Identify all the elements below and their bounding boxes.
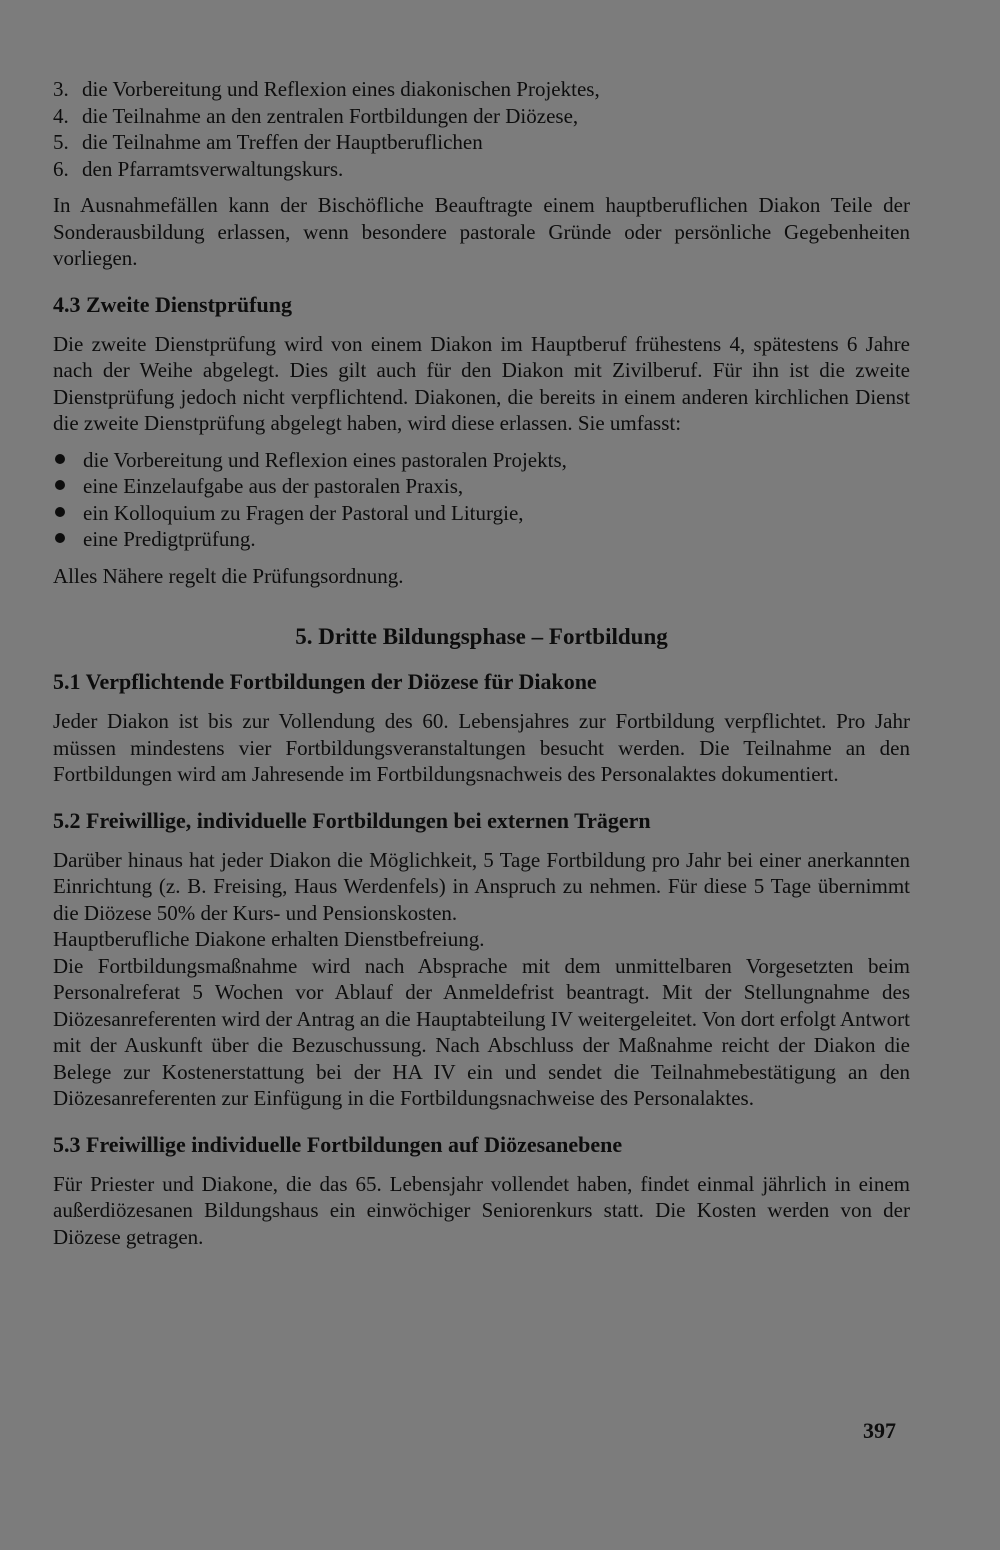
bullet-item bbox=[53, 447, 910, 474]
list-number: 5. bbox=[53, 130, 69, 154]
list-item bbox=[53, 156, 910, 183]
bullet-text: ein Kolloquium zu Fragen der Pastoral und Liturgie, bbox=[83, 500, 524, 525]
bullet-text: die Vorbereitung und Reflexion eines pastoralen Projekts, bbox=[83, 447, 567, 472]
section-heading-5-2: 5.2 Freiwillige, individuelle Fortbildungen bei externen Trägern bbox=[53, 807, 651, 833]
list-item-text: die Vorbereitung und Reflexion eines diakonischen Projektes, bbox=[82, 77, 600, 101]
list-item bbox=[53, 129, 910, 156]
exception-paragraph: In Ausnahmefällen kann der Bischöfliche Beauftragte einem hauptberuflichen Diakon Teile der Sonderausbildung erlassen, wenn besondere pastorale Gründe oder persönliche Gegebenheiten vorliegen. bbox=[53, 193, 910, 270]
section-5-2-paragraph-2: Hauptberufliche Diakone erhalten Dienstbefreiung. bbox=[53, 927, 485, 951]
section-heading-4-3: 4.3 Zweite Dienstprüfung bbox=[53, 291, 292, 317]
bullet-item bbox=[53, 500, 910, 527]
list-item bbox=[53, 103, 910, 130]
list-number: 3. bbox=[53, 77, 69, 101]
section-5-2-paragraph-1: Darüber hinaus hat jeder Diakon die Möglichkeit, 5 Tage Fortbildung pro Jahr bei einer anerkannten Einrichtung (z. B. Freising, Haus Werdenfels) in Anspruch zu nehmen. Für diese 5 Tage übernimmt die Diözese 50% der Kurs- und Pensionskosten. bbox=[53, 847, 910, 925]
bullet-dot-icon bbox=[55, 533, 65, 543]
section-4-3-closing: Alles Nähere regelt die Prüfungsordnung. bbox=[53, 563, 404, 588]
section-4-3-paragraph: Die zweite Dienstprüfung wird von einem Diakon im Hauptberuf frühestens 4, spätestens 6 Jahre nach der Weihe abgelegt. Dies gilt auch für den Diakon mit Zivilberuf. Für ihn ist die zweite Dienstprüfung jedoch nicht verpflichtend. Diakonen, die bereits in einem anderen kirchlichen Dienst die zweite Dienstprüfung abgelegt haben, wird diese erlassen. Sie umfasst: bbox=[53, 331, 910, 435]
section-5-1-paragraph: Jeder Diakon ist bis zur Vollendung des 60. Lebensjahres zur Fortbildung verpflichtet. Pro Jahr müssen mindestens vier Fortbildungsveranstaltungen besucht werden. Die Teilnahme an den Fortbildungen wird am Jahresende im Fortbildungsnachweis des Personalaktes dokumentiert. bbox=[53, 709, 910, 786]
section-5-2-paragraph-3: Die Fortbildungsmaßnahme wird nach Absprache mit dem unmittelbaren Vorgesetzten beim Personalreferat 5 Wochen vor Ablauf der Anmeldefrist beantragt. Mit der Stellungnahme des Diözesanreferenten wird der Antrag an die Hauptabteilung IV weitergeleitet. Von dort erfolgt Antwort mit der Auskunft über die Bezuschussung. Nach Abschluss der Maßnahme reicht der Diakon die Belege zur Kostenerstattung bei der HA IV ein und sendet die Teilnahmebestätigung an den Diözesanreferenten zur Einfügung in die Fortbildungsnachweise des Personalaktes. bbox=[53, 953, 910, 1110]
page-body bbox=[53, 76, 910, 1250]
list-item-text: die Teilnahme an den zentralen Fortbildungen der Diözese, bbox=[82, 103, 579, 128]
bullet-text: eine Predigtprüfung. bbox=[83, 527, 256, 551]
section-heading-5-1: 5.1 Verpflichtende Fortbildungen der Diözese für Diakone bbox=[53, 669, 597, 694]
list-item-text: die Teilnahme am Treffen der Hauptberuflichen bbox=[82, 130, 483, 154]
section-heading-5-3: 5.3 Freiwillige individuelle Fortbildungen auf Diözesanebene bbox=[53, 1131, 623, 1157]
bullet-text: eine Einzelaufgabe aus der pastoralen Praxis, bbox=[83, 474, 464, 498]
bullet-list bbox=[53, 447, 910, 553]
list-number: 4. bbox=[53, 103, 69, 128]
list-item-text: den Pfarramtsverwaltungskurs. bbox=[82, 156, 344, 181]
bullet-item bbox=[53, 526, 910, 553]
bullet-dot-icon bbox=[55, 507, 65, 517]
page-number: 397 bbox=[863, 1418, 896, 1443]
list-item bbox=[53, 76, 910, 103]
bullet-dot-icon bbox=[55, 454, 65, 464]
list-number: 6. bbox=[53, 156, 69, 181]
chapter-heading-5: 5. Dritte Bildungsphase – Fortbildung bbox=[295, 624, 668, 649]
bullet-dot-icon bbox=[55, 480, 65, 490]
bullet-item bbox=[53, 473, 910, 500]
section-5-3-paragraph: Für Priester und Diakone, die das 65. Lebensjahr vollendet haben, findet einmal jährlich in einem außerdiözesanen Bildungshaus ein einwöchiger Seniorenkurs statt. Die Kosten werden von der Diözese getragen. bbox=[53, 1171, 910, 1249]
numbered-list bbox=[53, 76, 910, 182]
